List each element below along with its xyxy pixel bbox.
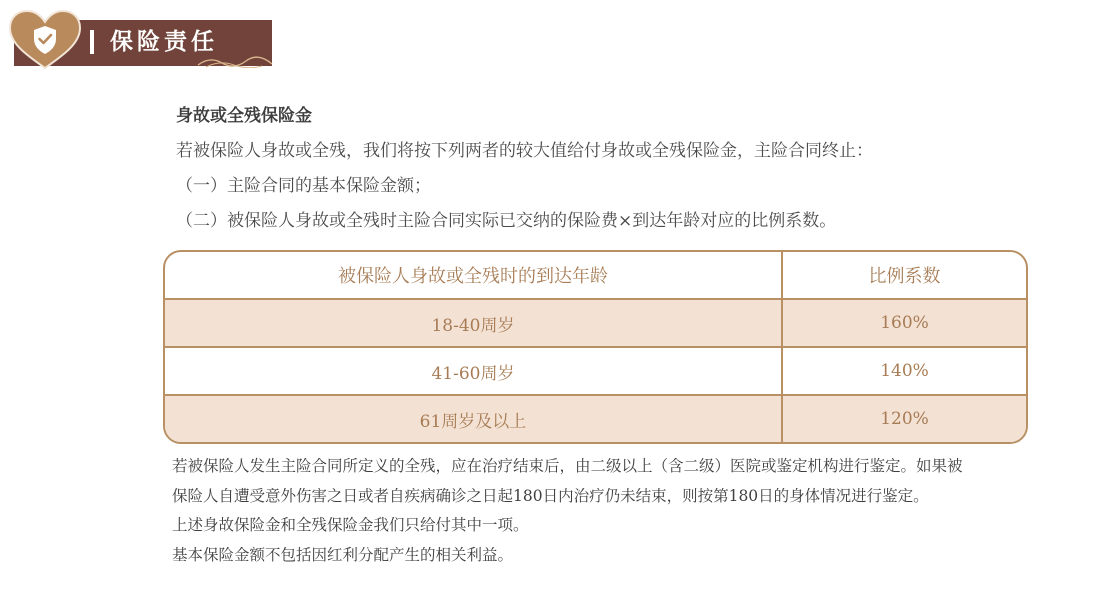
note-line: 保险人自遭受意外伤害之日或者自疾病确诊之日起180日内治疗仍未结束，则按第180日的身体情况进行鉴定。: [172, 486, 929, 505]
benefit-line: （一）主险合同的基本保险金额；: [176, 176, 431, 196]
column-header-ratio: 比例系数: [868, 266, 941, 287]
benefit-description: [176, 99, 1056, 239]
note-line: 基本保险金额不包括因红利分配产生的相关利益。: [172, 545, 514, 564]
ratio-table: [163, 250, 1028, 444]
section-title: 保险责任: [110, 29, 218, 55]
ratio-cell: 120%: [880, 409, 929, 429]
benefit-line: 若被保险人身故或全残，我们将按下列两者的较大值给付身故或全残保险金，主险合同终止：: [176, 141, 873, 161]
benefit-line: （二）被保险人身故或全残时主险合同实际已交纳的保险费×到达年龄对应的比例系数。: [176, 211, 837, 231]
column-header-age: 被保险人身故或全残时的到达年龄: [165, 252, 783, 298]
age-cell: 41-60周岁: [165, 348, 783, 394]
title-divider: [90, 30, 94, 54]
age-cell: 61周岁及以上: [165, 396, 783, 442]
ratio-cell: 140%: [880, 361, 929, 381]
ratio-cell: 160%: [880, 313, 929, 333]
table-header-row: [165, 252, 1026, 300]
benefit-heading: 身故或全残保险金: [176, 106, 312, 126]
table-row: [165, 396, 1026, 442]
shield-heart-icon: [6, 8, 84, 70]
table-row: [165, 300, 1026, 348]
notes-section: [172, 452, 1052, 570]
table-row: [165, 348, 1026, 396]
age-cell: 18-40周岁: [165, 300, 783, 346]
note-line: 若被保险人发生主险合同所定义的全残，应在治疗结束后，由二级以上（含二级）医院或鉴定机构进行鉴定。如果被: [172, 457, 963, 475]
note-line: 上述身故保险金和全残保险金我们只给付其中一项。: [172, 516, 529, 534]
